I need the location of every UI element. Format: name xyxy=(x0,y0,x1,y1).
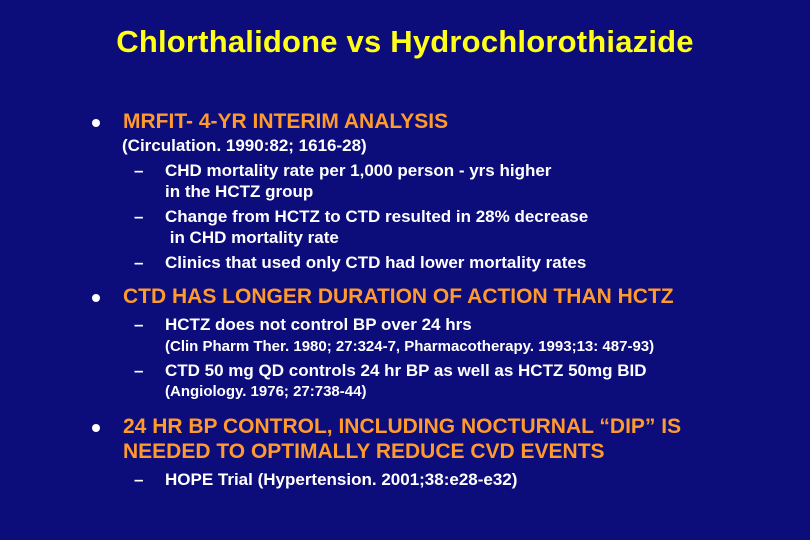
slide-title: Chlorthalidone vs Hydrochlorothiazide xyxy=(116,24,694,59)
bullet-dot-icon xyxy=(92,424,100,432)
bullet-dot-icon xyxy=(92,119,100,127)
dash-icon: – xyxy=(134,161,144,180)
dash-icon: – xyxy=(134,470,144,489)
dash-icon: – xyxy=(134,207,144,226)
dash-icon: – xyxy=(134,253,144,272)
slide: Chlorthalidone vs Hydrochlorothiazide MRFIT- 4-YR INTERIM ANALYSIS (Circulation. 1990:82; 1616-28) – CHD mortality rate per 1,000 person - yrs higher in the HCTZ group – Change from HCTZ to CTD resulted in 28% decrease in CHD mortality rate – Clinics that used only CTD had lower mortality rates CTD HAS LONGER DURATION OF ACTION THAN HCTZ – HCTZ does not control BP over 24 hrs (Clin Pharm Ther. 1980; 27:324-7, Pharmacotherapy. 1993;13: 487-93) – CTD 50 mg QD controls 24 hr BP as well as HCTZ 50mg BID (Angiology. 1976; 27:738-44) 24 HR BP CONTROL, INCLUDING NOCTURNAL “DIP” IS NEEDED TO OPTIMALLY REDUCE CVD EVENTS – HOPE Trial (Hypertension. 2001;38:e28-e32) xyxy=(0,0,810,540)
citation: (Circulation. 1990:82; 1616-28) xyxy=(122,136,367,155)
bullet-heading: MRFIT- 4-YR INTERIM ANALYSIS xyxy=(123,110,449,133)
bullet-heading: CTD HAS LONGER DURATION OF ACTION THAN HCTZ xyxy=(123,285,674,308)
bullet-dot-icon xyxy=(92,294,100,302)
dash-icon: – xyxy=(134,361,144,380)
dash-icon: – xyxy=(134,315,144,334)
bullet-heading: 24 HR BP CONTROL, INCLUDING NOCTURNAL “DIP” IS xyxy=(123,415,682,438)
